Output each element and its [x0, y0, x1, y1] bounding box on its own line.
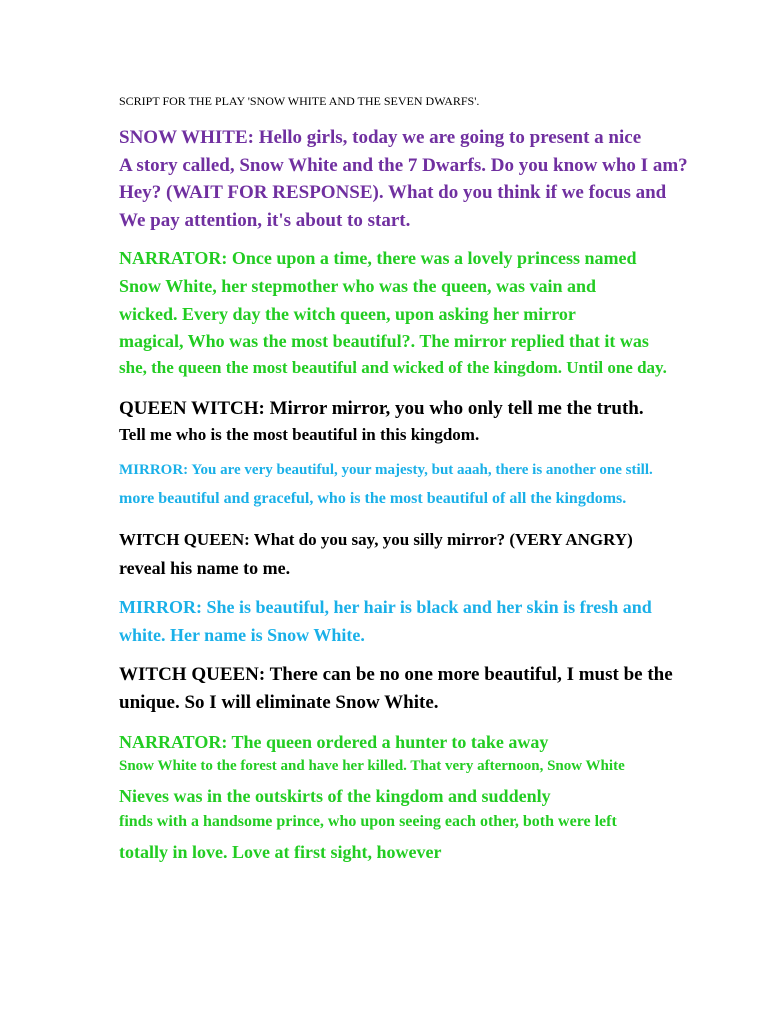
witch-queen-line-4: unique. So I will eliminate Snow White.	[119, 692, 439, 713]
narrator-line-8: Nieves was in the outskirts of the kingdom and suddenly	[119, 786, 551, 806]
narrator-line-10: totally in love. Love at first sight, however	[119, 842, 442, 862]
mirror-line-3: MIRROR: She is beautiful, her hair is black and her skin is fresh and	[119, 597, 652, 617]
witch-queen-line-1: WITCH QUEEN: What do you say, you silly mirror? (VERY ANGRY)	[119, 530, 633, 549]
narrator-line-9: finds with a handsome prince, who upon seeing each other, both were left	[119, 813, 617, 830]
snow-white-line-3: Hey? (WAIT FOR RESPONSE). What do you think if we focus and	[119, 182, 667, 203]
queen-witch-line-1: QUEEN WITCH: Mirror mirror, you who only tell me the truth.	[119, 398, 644, 419]
witch-queen-line-2: reveal his name to me.	[119, 558, 291, 578]
script-title: SCRIPT FOR THE PLAY 'SNOW WHITE AND THE SEVEN DWARFS'.	[119, 94, 480, 108]
narrator-line-2: Snow White, her stepmother who was the queen, was vain and	[119, 276, 597, 296]
mirror-line-2: more beautiful and graceful, who is the most beautiful of all the kingdoms.	[119, 490, 627, 507]
snow-white-line-2: A story called, Snow White and the 7 Dwarfs. Do you know who I am?	[119, 155, 688, 176]
narrator-line-7: Snow White to the forest and have her killed. That very afternoon, Snow White	[119, 758, 625, 774]
narrator-line-5: she, the queen the most beautiful and wicked of the kingdom. Until one day.	[119, 358, 667, 377]
narrator-line-3: wicked. Every day the witch queen, upon asking her mirror	[119, 304, 576, 324]
narrator-line-4: magical, Who was the most beautiful?. The mirror replied that it was	[119, 331, 649, 351]
snow-white-line-4: We pay attention, it's about to start.	[119, 210, 411, 231]
narrator-line-6: NARRATOR: The queen ordered a hunter to take away	[119, 732, 549, 752]
queen-witch-line-2: Tell me who is the most beautiful in this kingdom.	[119, 425, 480, 444]
mirror-line-4: white. Her name is Snow White.	[119, 625, 365, 645]
mirror-line-1: MIRROR: You are very beautiful, your majesty, but aaah, there is another one still.	[119, 462, 653, 478]
snow-white-line-1: SNOW WHITE: Hello girls, today we are going to present a nice	[119, 127, 642, 148]
witch-queen-line-3: WITCH QUEEN: There can be no one more beautiful, I must be the	[119, 664, 673, 685]
narrator-line-1: NARRATOR: Once upon a time, there was a lovely princess named	[119, 248, 637, 268]
